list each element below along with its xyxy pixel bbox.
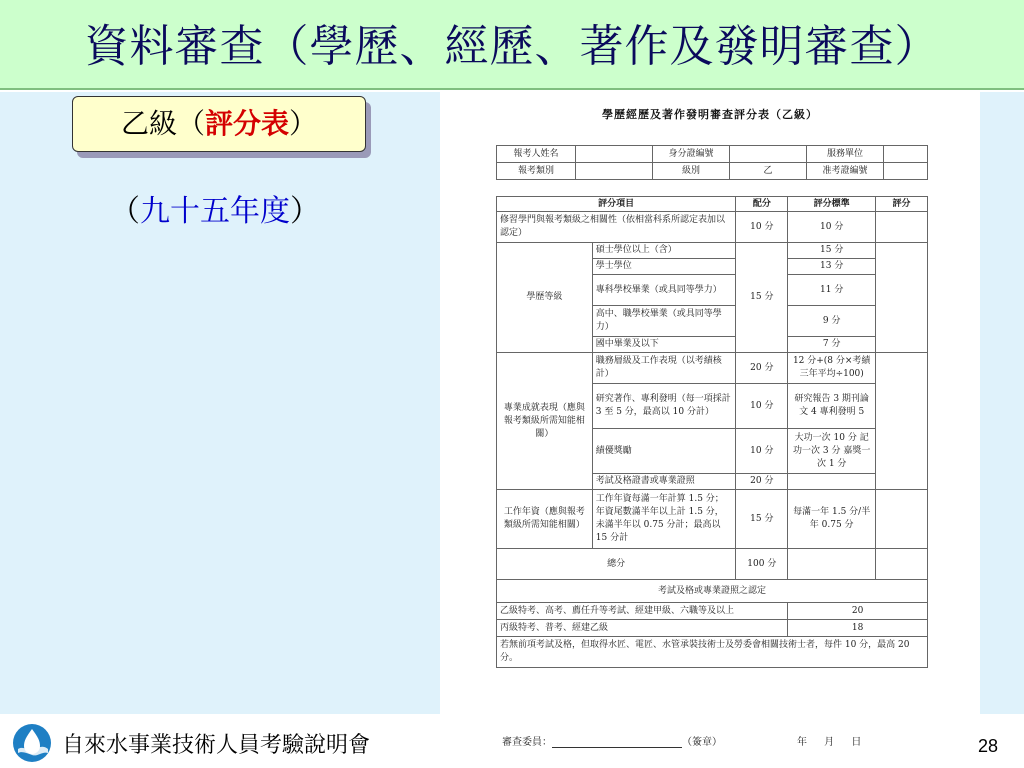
table-cell: 考試及格證書或專業證照 <box>592 474 736 490</box>
date-line: 年 月 日 <box>797 737 862 748</box>
table-cell: 考試及格或專業證照之認定 <box>497 580 928 603</box>
table-row <box>497 163 928 180</box>
table-cell: 20 分 <box>736 474 788 490</box>
table-row <box>497 212 928 243</box>
table-cell: 15 分 <box>736 243 788 353</box>
table-cell: 10 分 <box>736 212 788 243</box>
table-cell: 7 分 <box>788 337 876 353</box>
score-cell <box>876 353 928 490</box>
table-row <box>497 146 928 163</box>
table-cell: 乙 <box>730 163 807 180</box>
score-cell <box>876 212 928 243</box>
level-suffix: ） <box>289 107 318 140</box>
table-cell: 工作年資（應與報考類級所需知能相關） <box>497 490 593 549</box>
table-cell <box>576 146 653 163</box>
table-cell: 15 分 <box>788 243 876 259</box>
year-text: 九十五年度 <box>140 194 290 229</box>
table-header-row <box>497 197 928 212</box>
table-cell: 修習學門與報考類級之相關性（依相當科系所認定表加以認定） <box>497 212 736 243</box>
table-cell <box>788 549 876 580</box>
table-row <box>497 637 928 668</box>
score-cell <box>876 549 928 580</box>
footer-organization-text: 自來水事業技術人員考驗說明會 <box>62 733 371 758</box>
header-score: 評分 <box>876 197 928 212</box>
table-row <box>497 620 928 637</box>
page-number: 28 <box>978 736 999 756</box>
table-row <box>497 243 928 259</box>
table-cell: 10 分 <box>736 429 788 474</box>
year-open: （ <box>110 194 140 229</box>
table-cell <box>576 163 653 180</box>
table-cell <box>730 146 807 163</box>
table-cell: 學士學位 <box>592 259 736 275</box>
score-cell <box>876 490 928 549</box>
table-cell: 18 <box>788 620 928 637</box>
table-cell: 20 分 <box>736 353 788 384</box>
header-points: 配分 <box>736 197 788 212</box>
table-cell: 10 分 <box>736 384 788 429</box>
signature-line <box>502 733 722 748</box>
score-cell <box>876 243 928 353</box>
slide-title: 資料審查（學歷、經歷、著作及發明審查） <box>84 21 940 72</box>
table-cell: 15 分 <box>736 490 788 549</box>
table-cell: 13 分 <box>788 259 876 275</box>
table-cell: 績優獎勵 <box>592 429 736 474</box>
table-cell: 工作年資每滿一年計算 1.5 分；年資尾數滿半年以上計 1.5 分，未滿半年以 0.75 分計；最高以 15 分計 <box>592 490 736 549</box>
table-cell: 報考人姓名 <box>497 146 576 163</box>
scoring-sheet-document <box>440 92 980 714</box>
table-cell: 乙級特考、高考、薦任升等考試、經建甲級、六職等及以上 <box>497 603 788 620</box>
table-cell: 大功一次 10 分 記功一次 3 分 嘉獎一次 1 分 <box>788 429 876 474</box>
table-cell: 准考證編號 <box>807 163 884 180</box>
table-cell: 碩士學位以上（含） <box>592 243 736 259</box>
year-label <box>110 186 320 230</box>
table-cell <box>884 163 928 180</box>
table-cell: 報考類別 <box>497 163 576 180</box>
table-cell: 9 分 <box>788 306 876 337</box>
table-cell: 學歷等級 <box>497 243 593 353</box>
document-title: 學歷經歷及著作發明審查評分表（乙級） <box>602 108 818 121</box>
table-row <box>497 353 928 384</box>
table-row <box>497 603 928 620</box>
scoring-table <box>496 196 928 668</box>
table-cell: 專業成就表現（應與報考類級所需知能相關） <box>497 353 593 490</box>
water-drop-logo-icon <box>12 723 52 763</box>
year-close: ） <box>290 194 320 229</box>
sign-suffix: （簽章） <box>682 737 722 748</box>
table-cell: 服務單位 <box>807 146 884 163</box>
header-item: 評分項目 <box>497 197 736 212</box>
signature-blank <box>552 737 682 748</box>
table-cell: 身分證編號 <box>653 146 730 163</box>
table-cell: 專科學校畢業（或具同等學力） <box>592 275 736 306</box>
table-row <box>497 490 928 549</box>
table-cell: 12 分+(8 分×考績三年平均÷100) <box>788 353 876 384</box>
table-cell <box>884 146 928 163</box>
table-row <box>497 549 928 580</box>
level-prefix: 乙級（ <box>120 107 205 140</box>
level-label-box <box>72 96 366 152</box>
applicant-info-table <box>496 145 928 180</box>
table-cell: 20 <box>788 603 928 620</box>
table-cell: 研究著作、專利發明（每一項採計 3 至 5 分，最高以 10 分計） <box>592 384 736 429</box>
table-cell: 級別 <box>653 163 730 180</box>
table-cell: 10 分 <box>788 212 876 243</box>
table-cell: 丙級特考、普考、經建乙級 <box>497 620 788 637</box>
table-cell <box>788 474 876 490</box>
table-cell: 11 分 <box>788 275 876 306</box>
level-highlight: 評分表 <box>204 107 289 140</box>
table-cell: 100 分 <box>736 549 788 580</box>
sign-label: 審查委員： <box>502 737 552 748</box>
table-cell: 高中、職學校畢業（或具同等學力） <box>592 306 736 337</box>
table-cell: 總分 <box>497 549 736 580</box>
table-cell: 研究報告 3 期刊論文 4 專利發明 5 <box>788 384 876 429</box>
table-cell: 職務層級及工作表現（以考績核計） <box>592 353 736 384</box>
table-cell: 若無前項考試及格，但取得水匠、電匠、水管承裝技術士及勞委會相關技術士者，每件 10 分，最高 20 分。 <box>497 637 928 668</box>
table-cell: 國中畢業及以下 <box>592 337 736 353</box>
table-row <box>497 580 928 603</box>
table-cell: 每滿一年 1.5 分/半年 0.75 分 <box>788 490 876 549</box>
right-strip <box>980 92 1024 714</box>
header-criteria: 評分標準 <box>788 197 876 212</box>
